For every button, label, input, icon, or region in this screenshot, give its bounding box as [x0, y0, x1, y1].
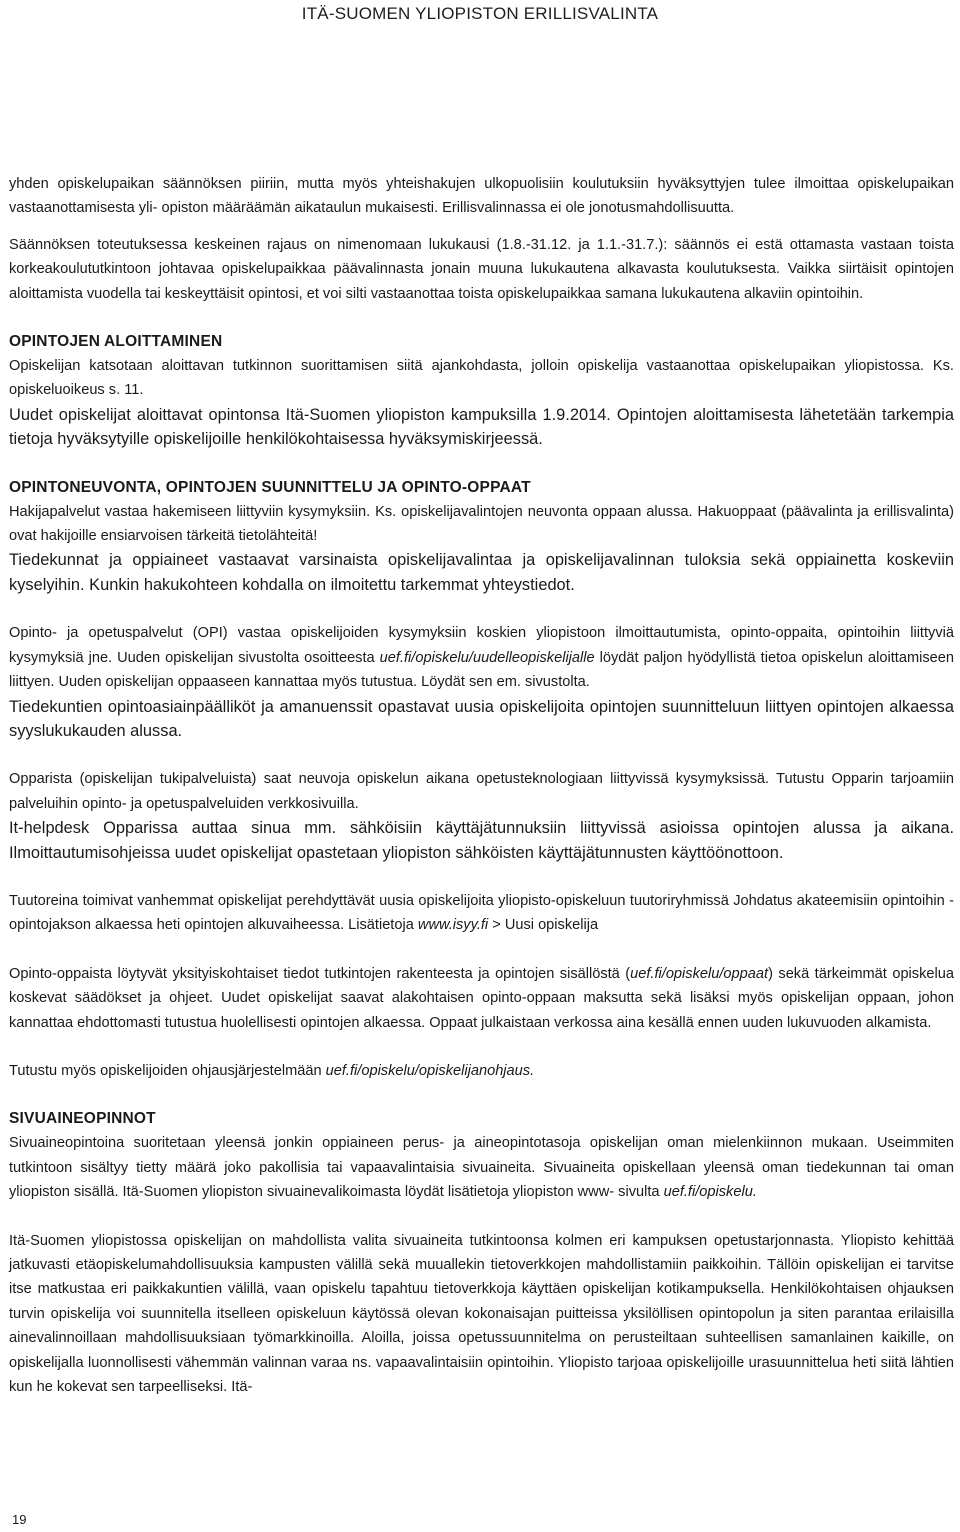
document-body [9, 172, 954, 1399]
paragraph [9, 621, 954, 694]
paragraph [9, 889, 954, 938]
text: ) sekä tärkeimmät opiskelua koskevat säädökset ja ohjeet. Uudet opiskelijat saavat alakohtaisen opinto-oppaan maksutta sekä lisäksi myös opiskelijan oppaan, johon kannattaa ehdottomasti tutustua huolellisesti opintojen alkaessa. Oppaat julkaistaan verkossa aina kesällä ennen uuden lukuvuoden alkamista. [9, 965, 954, 1031]
section-heading: OPINTONEUVONTA, OPINTOJEN SUUNNITTELU JA OPINTO-OPPAAT [9, 478, 531, 496]
paragraph: Opparista (opiskelijan tukipalveluista) saat neuvoja opiskelun aikana opetusteknologiaan liittyvissä kysymyksissä. Tutustu Opparin tarjoamiin palveluihin opinto- ja opetuspalveluiden verkkosivuilla. [9, 771, 954, 812]
text: Opinto- ja opetuspalvelut (OPI) vastaa opiskelijoiden kysymyksiin koskien yliopistoon ilmoittautumista, opinto-oppaita, opintoihin liittyviä kysymyksiä jne. Uuden opiskelijan sivustolta osoitteesta [9, 625, 954, 666]
paragraph [9, 1059, 954, 1083]
link-uef-opiskelijanohjaus[interactable]: uef.fi/opiskelu/opiskelijanohjaus. [325, 1062, 535, 1079]
page-number: 19 [12, 1512, 27, 1527]
paragraph: Opiskelijan katsotaan aloittavan tutkinnon suorittamisen siitä ajankohdasta, jolloin opiskelija vastaanottaa opiskelupaikan yliopistossa. Ks. opiskeluoikeus s. 11. [9, 358, 954, 399]
section-heading: OPINTOJEN ALOITTAMINEN [9, 333, 223, 351]
paragraph: Tiedekuntien opintoasiainpäälliköt ja amanuenssit opastavat uusia opiskelijoita opintojen suunnitteluun liittyen opintojen alkaessa syyslukukauden alussa. [9, 697, 954, 740]
link-uef-oppaat[interactable]: uef.fi/opiskelu/oppaat [630, 965, 769, 982]
paragraph: Uudet opiskelijat aloittavat opintonsa Itä-Suomen yliopiston kampuksilla 1.9.2014. Opintojen aloittamisesta lähetetään tarkempia tietoja hyväksytyille opiskelijoille henkilökohtaisessa hyväksymiskirjeessä. [9, 405, 954, 449]
paragraph [9, 1131, 954, 1204]
text: Tuutoreina toimivat vanhemmat opiskelijat perehdyttävät uusia opiskelijoita yliopisto-opiskeluun tuutoriryhmissä Johdatus akateemisiin opintoihin -opintojakson alkaessa heti opintojen alkuvaiheessa. Lisätietoja [9, 892, 954, 934]
paragraph: Hakijapalvelut vastaa hakemiseen liittyviin kysymyksiin. Ks. opiskelijavalintojen neuvonta oppaan alussa. Hakuoppaat (päävalinta ja erillisvalinta) ovat hakijoille ensiarvoisen tärkeitä tietolähteitä! [9, 503, 954, 545]
text: Sivuaineopintoina suoritetaan yleensä jonkin oppiaineen perus- ja aineopintotasoja opiskelijan oman mielenkiinnon mukaan. Useimmiten tutkintoon sisältyy tietty määrä joko pakollisia tai vapaavalintaisia sivuaineita. Sivuaineita opiskellaan yleensä oman tiedekunnan tai oman yliopiston sisällä. Itä-Suomen yliopiston sivuainevalikoimasta löydät lisätietoja yliopiston www- sivulta [9, 1135, 954, 1201]
paragraph: Säännöksen toteutuksessa keskeinen rajaus on nimenomaan lukukausi (1.8.-31.12. ja 1.1.-31.7.): säännös ei estä ottamasta vastaan toista korkeakoulututkintoon johtavaa opiskelupaikkaa päävalinnasta jonain muuna lukukautena alkavasta koulutuksesta. Vaikka siirtäisit opintojen aloittamista vuodella tai keskeyttäisit opintosi, et voi silti vastaanottaa toista opiskelupaikkaa samana lukukautena alkaviin opintoihin. [9, 236, 954, 302]
link-uef-opiskelu[interactable]: uef.fi/opiskelu. [663, 1184, 757, 1201]
text: > Uusi opiskelija [488, 917, 599, 934]
paragraph: It-helpdesk Opparissa auttaa sinua mm. sähköisiin käyttäjätunnuksiin liittyvissä asioissa opintojen alussa ja aikana. Ilmoittautumisohjeissa uudet opiskelijat opastetaan yliopiston sähköisten käyttäjätunnusten käyttöönottoon. [9, 819, 954, 862]
section-heading: SIVUAINEOPINNOT [9, 1110, 156, 1128]
text: löydät paljon hyödyllistä tietoa opiskelun aloittamiseen liittyen. Uuden opiskelijan oppaaseen kannattaa myös tutustua. Löydät sen em. sivustolta. [9, 649, 954, 691]
text: Opinto-oppaista löytyvät yksityiskohtaiset tiedot tutkintojen rakenteesta ja opintojen sisällöstä ( [9, 965, 631, 982]
page-header: ITÄ-SUOMEN YLIOPISTON ERILLISVALINTA [301, 4, 659, 23]
text: Tutustu myös opiskelijoiden ohjausjärjestelmään [9, 1062, 326, 1079]
paragraph [9, 962, 954, 1035]
paragraph: yhden opiskelupaikan säännöksen piiriin, mutta myös yhteishakujen ulkopuolisiin koulutuksiin hyväksyttyjen tulee ilmoittaa opiskelupaikan vastaanottamisesta yli- opiston määräämän aikataulun mukaisesti. Erillisvalinnassa ei ole jonotusmahdollisuutta. [9, 176, 954, 217]
link-isyy[interactable]: www.isyy.fi [417, 917, 489, 934]
link-uef-uudelleopiskelijalle[interactable]: uef.fi/opiskelu/uudelleopiskelijalle [379, 649, 595, 666]
paragraph: Itä-Suomen yliopistossa opiskelijan on mahdollista valita sivuaineita tutkintoonsa kolmen eri kampuksen opetustarjonnasta. Yliopisto kehittää jatkuvasti etäopiskelumahdollisuuksia kampusten välillä sekä muuallekin tietoverkkojen mahdollistamiin paikkoihin. Tällöin opiskelijan ei tarvitse itse matkustaa eri paikkakuntien välillä, vaan opiskelu tapahtuu tietoverkkoja käyttäen opiskelijan kotikampuksella. Henkilökohtaisen ohjauksen turvin opiskelija voi suunnitella itselleen opiskeluun käytössä olevan kokonaisajan puitteissa yksilöllisen opintopolun ja siten parantaa erilaisilla ainevalinnoillaan mahdollisuuksiaan työmarkkinoilla. Aloilla, joissa opetussuunnitelma on perusteiltaan suhteellisen samanlainen kaikille, on opiskelijalla luonnollisesti vähemmän valinnan varaa ns. vapaavalintaisiin opintoihin. Yliopisto tarjoaa opiskelijoille urasuunnittelua heti siitä lähtien kun he kokevat sen tarpeelliseksi. Itä- [9, 1232, 954, 1396]
paragraph: Tiedekunnat ja oppiaineet vastaavat varsinaista opiskelijavalintaa ja opiskelijavalinnan tuloksia sekä oppiainetta koskeviin kyselyihin. Kunkin hakukohteen kohdalla on ilmoitettu tarkemmat yhteystiedot. [9, 551, 954, 594]
